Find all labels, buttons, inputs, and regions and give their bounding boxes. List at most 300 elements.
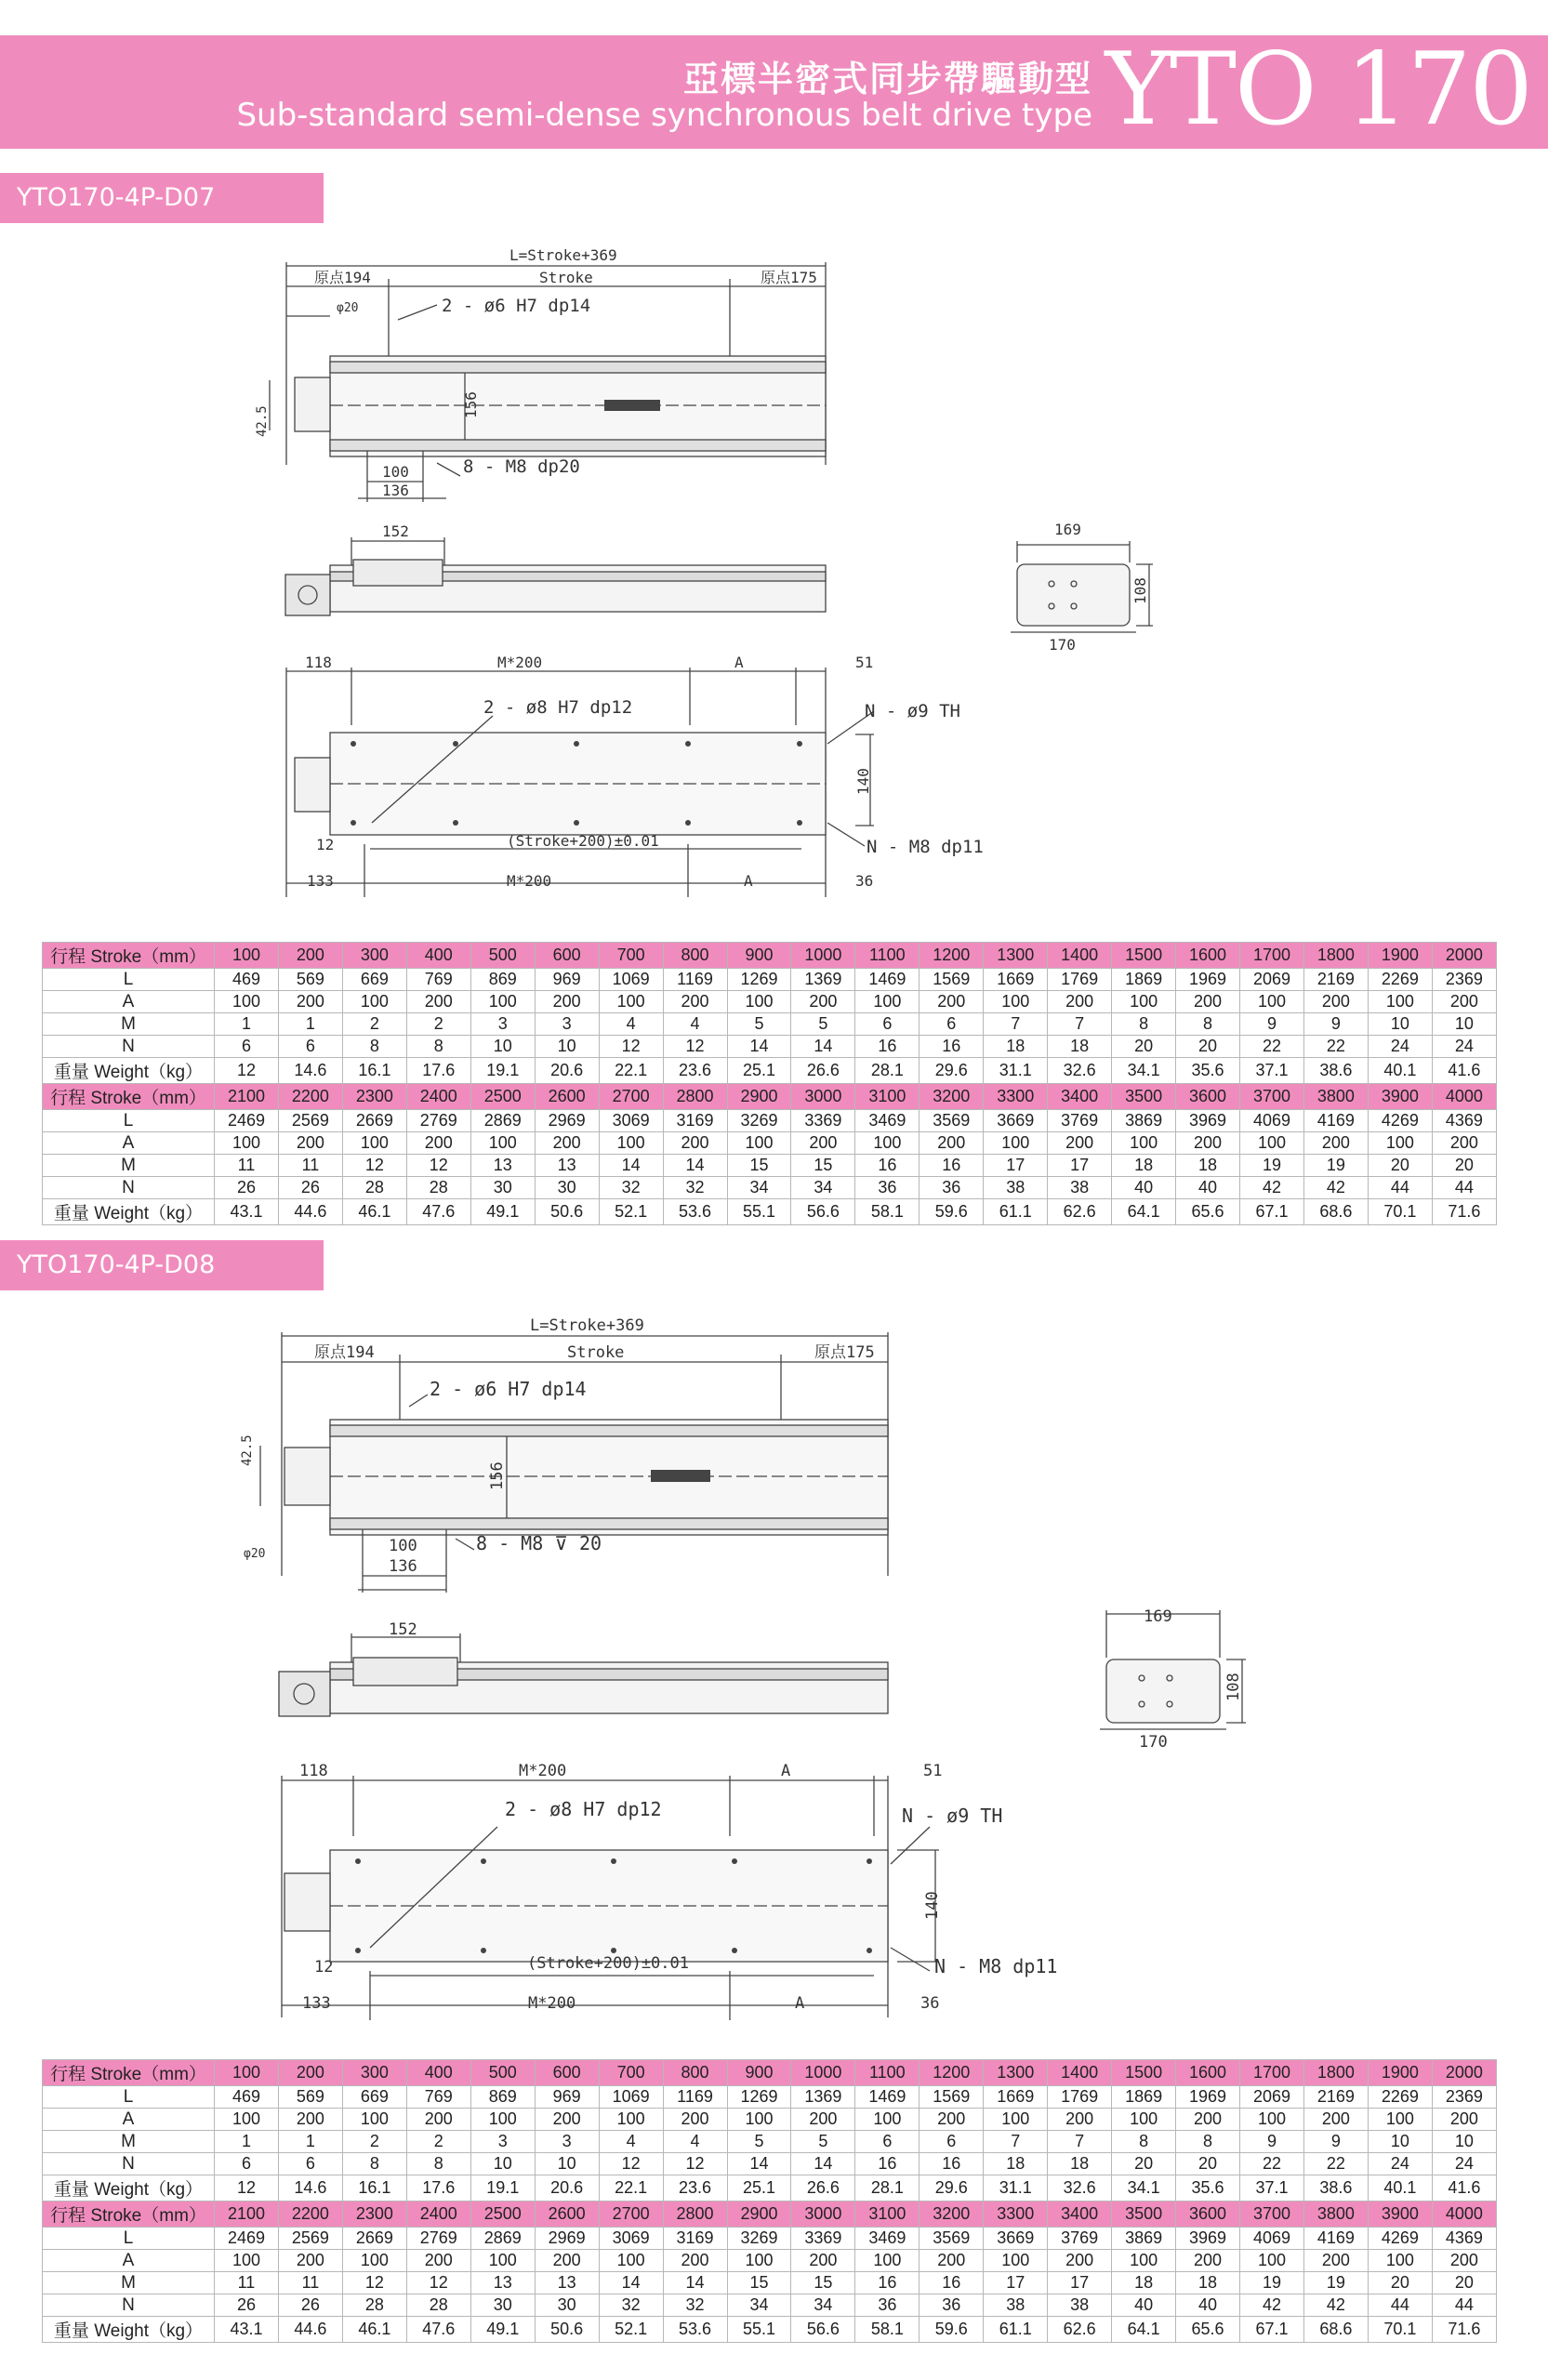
table-cell: 19 bbox=[1240, 2272, 1304, 2294]
table-cell: 100 bbox=[215, 2109, 279, 2131]
table-cell: 1600 bbox=[1176, 2060, 1240, 2086]
table-row bbox=[43, 1058, 1497, 1084]
row-label: N bbox=[43, 1036, 215, 1058]
table-cell: 18 bbox=[1176, 2272, 1240, 2294]
dim-m200-top: M*200 bbox=[519, 1762, 567, 1780]
title-en: Sub-standard semi-dense synchronous belt drive type bbox=[236, 97, 1092, 134]
table-cell: 200 bbox=[406, 1132, 470, 1155]
table-cell: 3869 bbox=[1112, 2228, 1176, 2250]
table-cell: 70.1 bbox=[1368, 2317, 1432, 2343]
table-cell: 56.6 bbox=[791, 1199, 855, 1225]
table-cell: 3500 bbox=[1112, 1084, 1176, 1110]
table-cell: 900 bbox=[727, 2060, 791, 2086]
table-cell: 46.1 bbox=[342, 2317, 406, 2343]
row-label: M bbox=[43, 1013, 215, 1036]
table-cell: 4369 bbox=[1432, 2228, 1496, 2250]
table-cell: 2100 bbox=[215, 1084, 279, 1110]
table-cell: 1669 bbox=[984, 2086, 1048, 2109]
table-cell: 20.6 bbox=[535, 1058, 599, 1084]
table-cell: 20 bbox=[1176, 1036, 1240, 1058]
table-cell: 2700 bbox=[599, 1084, 663, 1110]
table-cell: 10 bbox=[1368, 1013, 1432, 1036]
table-cell: 200 bbox=[278, 1132, 342, 1155]
table-cell: 2269 bbox=[1368, 969, 1432, 991]
table-cell: 4069 bbox=[1240, 1110, 1304, 1132]
table-cell: 1969 bbox=[1176, 2086, 1240, 2109]
table-cell: 13 bbox=[470, 2272, 535, 2294]
table-cell: 38 bbox=[1048, 2294, 1112, 2317]
table-cell: 42 bbox=[1303, 1177, 1368, 1199]
table-cell: 16 bbox=[855, 2153, 920, 2175]
table-cell: 2 bbox=[406, 1013, 470, 1036]
table-cell: 200 bbox=[791, 2109, 855, 2131]
table-cell: 4 bbox=[663, 2131, 727, 2153]
table-cell: 14 bbox=[791, 1036, 855, 1058]
table-cell: 47.6 bbox=[406, 1199, 470, 1225]
table-cell: 67.1 bbox=[1240, 2317, 1304, 2343]
table-cell: 71.6 bbox=[1432, 2317, 1496, 2343]
row-label: L bbox=[43, 2086, 215, 2109]
table-cell: 59.6 bbox=[920, 2317, 984, 2343]
table-cell: 1 bbox=[278, 2131, 342, 2153]
table-cell: 2 bbox=[342, 2131, 406, 2153]
note-through-holes: N - ø9 TH bbox=[865, 701, 960, 721]
table-cell: 200 bbox=[663, 2109, 727, 2131]
dim-width-170: 170 bbox=[1049, 636, 1076, 654]
table-row bbox=[43, 2131, 1497, 2153]
table-cell: 12 bbox=[599, 2153, 663, 2175]
table-cell: 600 bbox=[535, 943, 599, 969]
table-cell: 100 bbox=[215, 943, 279, 969]
table-cell: 18 bbox=[1112, 1155, 1176, 1177]
row-label: A bbox=[43, 2250, 215, 2272]
table-cell: 10 bbox=[1432, 1013, 1496, 1036]
table-cell: 2600 bbox=[535, 2202, 599, 2228]
table-cell: 600 bbox=[535, 2060, 599, 2086]
table-cell: 3600 bbox=[1176, 2202, 1240, 2228]
table-cell: 1369 bbox=[791, 969, 855, 991]
table-cell: 20 bbox=[1368, 1155, 1432, 1177]
table-cell: 15 bbox=[791, 1155, 855, 1177]
table-cell: 34.1 bbox=[1112, 1058, 1176, 1084]
table-cell: 28.1 bbox=[855, 1058, 920, 1084]
table-cell: 2769 bbox=[406, 1110, 470, 1132]
table-cell: 29.6 bbox=[920, 1058, 984, 1084]
dim-a-top: A bbox=[734, 654, 744, 671]
table-cell: 2900 bbox=[727, 2202, 791, 2228]
table-cell: 12 bbox=[342, 1155, 406, 1177]
header-banner bbox=[0, 32, 1548, 149]
table-cell: 65.6 bbox=[1176, 2317, 1240, 2343]
table-cell: 2369 bbox=[1432, 969, 1496, 991]
table-cell: 4000 bbox=[1432, 2202, 1496, 2228]
table-cell: 200 bbox=[1432, 1132, 1496, 1155]
table-cell: 669 bbox=[342, 2086, 406, 2109]
table-cell: 100 bbox=[855, 1132, 920, 1155]
row-label: A bbox=[43, 991, 215, 1013]
row-label: L bbox=[43, 969, 215, 991]
dim-a-bottom: A bbox=[795, 1994, 805, 2013]
table-cell: 1200 bbox=[920, 943, 984, 969]
table-cell: 469 bbox=[215, 2086, 279, 2109]
table-cell: 100 bbox=[470, 2109, 535, 2131]
table-cell: 37.1 bbox=[1240, 2175, 1304, 2202]
table-cell: 100 bbox=[1368, 991, 1432, 1013]
table-cell: 46.1 bbox=[342, 1199, 406, 1225]
row-label: 行程 Stroke（mm） bbox=[43, 2202, 215, 2228]
table-cell: 300 bbox=[342, 2060, 406, 2086]
dim-origin-right: 原点175 bbox=[761, 269, 817, 286]
table-cell: 43.1 bbox=[215, 1199, 279, 1225]
table-cell: 4 bbox=[599, 2131, 663, 2153]
table-cell: 1769 bbox=[1048, 2086, 1112, 2109]
table-cell: 2569 bbox=[278, 1110, 342, 1132]
table-cell: 3 bbox=[535, 2131, 599, 2153]
table-cell: 1400 bbox=[1048, 943, 1112, 969]
table-cell: 100 bbox=[1112, 2250, 1176, 2272]
table-cell: 9 bbox=[1303, 1013, 1368, 1036]
model-title: YTO 170 bbox=[1105, 32, 1531, 148]
table-cell: 18 bbox=[1048, 2153, 1112, 2175]
table-cell: 3269 bbox=[727, 1110, 791, 1132]
table-cell: 15 bbox=[727, 1155, 791, 1177]
table-cell: 13 bbox=[535, 1155, 599, 1177]
table-row bbox=[43, 991, 1497, 1013]
table-cell: 3700 bbox=[1240, 1084, 1304, 1110]
table-cell: 1469 bbox=[855, 2086, 920, 2109]
table-cell: 8 bbox=[1112, 1013, 1176, 1036]
table-cell: 3800 bbox=[1303, 1084, 1368, 1110]
table-cell: 200 bbox=[663, 2250, 727, 2272]
table-cell: 59.6 bbox=[920, 1199, 984, 1225]
table-cell: 19 bbox=[1303, 2272, 1368, 2294]
row-label: 重量 Weight（kg） bbox=[43, 1058, 215, 1084]
table-cell: 700 bbox=[599, 2060, 663, 2086]
table-cell: 12 bbox=[599, 1036, 663, 1058]
table-cell: 16 bbox=[920, 1036, 984, 1058]
table-cell: 19 bbox=[1240, 1155, 1304, 1177]
table-cell: 17 bbox=[984, 2272, 1048, 2294]
table-row bbox=[43, 2250, 1497, 2272]
dim-100: 100 bbox=[382, 463, 409, 481]
table-cell: 200 bbox=[791, 991, 855, 1013]
table-cell: 3900 bbox=[1368, 1084, 1432, 1110]
table-cell: 2500 bbox=[470, 1084, 535, 1110]
table-cell: 3400 bbox=[1048, 2202, 1112, 2228]
table-cell: 4 bbox=[599, 1013, 663, 1036]
section-label-d07: YTO170-4P-D07 bbox=[0, 173, 324, 223]
table-cell: 6 bbox=[855, 2131, 920, 2153]
table-cell: 1169 bbox=[663, 969, 727, 991]
table-cell: 9 bbox=[1240, 2131, 1304, 2153]
table-cell: 3969 bbox=[1176, 2228, 1240, 2250]
table-cell: 100 bbox=[984, 2109, 1048, 2131]
table-cell: 44 bbox=[1432, 2294, 1496, 2317]
spec-table-d07 bbox=[42, 942, 1497, 1225]
table-cell: 31.1 bbox=[984, 1058, 1048, 1084]
table-cell: 200 bbox=[1176, 2109, 1240, 2131]
row-label: M bbox=[43, 2131, 215, 2153]
table-cell: 100 bbox=[1368, 2250, 1432, 2272]
table-cell: 2200 bbox=[278, 1084, 342, 1110]
table-cell: 10 bbox=[470, 2153, 535, 2175]
table-cell: 38 bbox=[984, 1177, 1048, 1199]
table-cell: 300 bbox=[342, 943, 406, 969]
technical-drawing-d08 bbox=[0, 1306, 1548, 2031]
table-cell: 1269 bbox=[727, 969, 791, 991]
table-row bbox=[43, 2272, 1497, 2294]
table-cell: 25.1 bbox=[727, 1058, 791, 1084]
table-cell: 22.1 bbox=[599, 2175, 663, 2202]
row-label: 重量 Weight（kg） bbox=[43, 2317, 215, 2343]
row-label: M bbox=[43, 2272, 215, 2294]
dim-51: 51 bbox=[923, 1762, 943, 1780]
table-cell: 3400 bbox=[1048, 1084, 1112, 1110]
table-cell: 769 bbox=[406, 969, 470, 991]
table-cell: 100 bbox=[342, 2109, 406, 2131]
row-label: 行程 Stroke（mm） bbox=[43, 1084, 215, 1110]
table-cell: 1069 bbox=[599, 969, 663, 991]
table-cell: 200 bbox=[1303, 991, 1368, 1013]
note-tapped-holes: N - M8 dp11 bbox=[934, 1955, 1058, 1977]
table-cell: 3100 bbox=[855, 1084, 920, 1110]
dim-36: 36 bbox=[920, 1994, 940, 2013]
table-cell: 2700 bbox=[599, 2202, 663, 2228]
table-cell: 14 bbox=[791, 2153, 855, 2175]
table-cell: 200 bbox=[1303, 2109, 1368, 2131]
table-cell: 200 bbox=[920, 991, 984, 1013]
table-cell: 100 bbox=[727, 1132, 791, 1155]
table-cell: 34 bbox=[791, 1177, 855, 1199]
table-cell: 1869 bbox=[1112, 2086, 1176, 2109]
table-cell: 1569 bbox=[920, 2086, 984, 2109]
table-cell: 200 bbox=[406, 2250, 470, 2272]
row-label: N bbox=[43, 2294, 215, 2317]
table-cell: 36 bbox=[920, 2294, 984, 2317]
table-header-row bbox=[43, 1084, 1497, 1110]
table-cell: 42 bbox=[1303, 2294, 1368, 2317]
dim-118: 118 bbox=[305, 654, 332, 671]
table-cell: 3000 bbox=[791, 2202, 855, 2228]
table-cell: 569 bbox=[278, 2086, 342, 2109]
table-cell: 8 bbox=[342, 2153, 406, 2175]
table-cell: 14 bbox=[599, 2272, 663, 2294]
table-cell: 200 bbox=[535, 1132, 599, 1155]
drawing-d07 bbox=[0, 242, 1548, 911]
table-cell: 2400 bbox=[406, 1084, 470, 1110]
table-cell: 100 bbox=[599, 2250, 663, 2272]
table-cell: 100 bbox=[727, 2109, 791, 2131]
table-cell: 6 bbox=[920, 1013, 984, 1036]
table-cell: 34 bbox=[791, 2294, 855, 2317]
table-cell: 65.6 bbox=[1176, 1199, 1240, 1225]
table-cell: 12 bbox=[663, 2153, 727, 2175]
dim-width-170: 170 bbox=[1139, 1733, 1168, 1752]
dim-stroke-tolerance: (Stroke+200)±0.01 bbox=[507, 832, 659, 850]
table-cell: 26 bbox=[278, 2294, 342, 2317]
table-cell: 14.6 bbox=[278, 1058, 342, 1084]
table-cell: 2000 bbox=[1432, 943, 1496, 969]
table-cell: 100 bbox=[1240, 991, 1304, 1013]
table-cell: 3500 bbox=[1112, 2202, 1176, 2228]
table-cell: 3469 bbox=[855, 1110, 920, 1132]
table-cell: 100 bbox=[1368, 2109, 1432, 2131]
table-cell: 200 bbox=[278, 2060, 342, 2086]
table-cell: 12 bbox=[215, 1058, 279, 1084]
table-cell: 800 bbox=[663, 943, 727, 969]
table-cell: 2669 bbox=[342, 1110, 406, 1132]
table-cell: 50.6 bbox=[535, 1199, 599, 1225]
dim-stroke: Stroke bbox=[567, 1343, 625, 1362]
table-cell: 40 bbox=[1176, 2294, 1240, 2317]
table-cell: 200 bbox=[406, 991, 470, 1013]
table-cell: 200 bbox=[278, 991, 342, 1013]
table-cell: 9 bbox=[1303, 2131, 1368, 2153]
table-cell: 1669 bbox=[984, 969, 1048, 991]
table-cell: 12 bbox=[215, 2175, 279, 2202]
table-cell: 10 bbox=[535, 2153, 599, 2175]
row-label: L bbox=[43, 2228, 215, 2250]
table-cell: 100 bbox=[215, 1132, 279, 1155]
table-cell: 16.1 bbox=[342, 2175, 406, 2202]
table-cell: 1869 bbox=[1112, 969, 1176, 991]
row-label: 行程 Stroke（mm） bbox=[43, 2060, 215, 2086]
table-cell: 32 bbox=[663, 2294, 727, 2317]
table-cell: 3669 bbox=[984, 2228, 1048, 2250]
table-cell: 100 bbox=[984, 991, 1048, 1013]
table-cell: 17 bbox=[984, 1155, 1048, 1177]
table-cell: 2069 bbox=[1240, 969, 1304, 991]
table-cell: 2169 bbox=[1303, 2086, 1368, 2109]
table-cell: 100 bbox=[855, 2109, 920, 2131]
table-cell: 200 bbox=[663, 1132, 727, 1155]
table-cell: 1569 bbox=[920, 969, 984, 991]
table-cell: 6 bbox=[278, 1036, 342, 1058]
table-cell: 3700 bbox=[1240, 2202, 1304, 2228]
row-label: A bbox=[43, 1132, 215, 1155]
table-cell: 2800 bbox=[663, 2202, 727, 2228]
table-cell: 14 bbox=[599, 1155, 663, 1177]
table-cell: 2500 bbox=[470, 2202, 535, 2228]
note-screw-holes: 8 - M8 dp20 bbox=[463, 456, 580, 477]
table-cell: 969 bbox=[535, 969, 599, 991]
table-cell: 2800 bbox=[663, 1084, 727, 1110]
dim-phi20: φ20 bbox=[337, 301, 359, 315]
table-cell: 3 bbox=[535, 1013, 599, 1036]
table-cell: 32 bbox=[599, 1177, 663, 1199]
table-cell: 10 bbox=[1432, 2131, 1496, 2153]
table-cell: 200 bbox=[791, 1132, 855, 1155]
table-cell: 1 bbox=[215, 2131, 279, 2153]
table-cell: 2869 bbox=[470, 1110, 535, 1132]
dim-m200-bottom: M*200 bbox=[528, 1994, 576, 2013]
table-cell: 100 bbox=[470, 1132, 535, 1155]
table-cell: 100 bbox=[727, 2250, 791, 2272]
table-cell: 30 bbox=[470, 1177, 535, 1199]
table-cell: 100 bbox=[342, 991, 406, 1013]
table-cell: 1700 bbox=[1240, 943, 1304, 969]
table-cell: 16 bbox=[855, 1155, 920, 1177]
table-cell: 62.6 bbox=[1048, 1199, 1112, 1225]
table-cell: 2400 bbox=[406, 2202, 470, 2228]
table-cell: 3669 bbox=[984, 1110, 1048, 1132]
table-cell: 869 bbox=[470, 2086, 535, 2109]
row-label: A bbox=[43, 2109, 215, 2131]
table-row bbox=[43, 1036, 1497, 1058]
table-cell: 100 bbox=[215, 991, 279, 1013]
table-cell: 20 bbox=[1176, 2153, 1240, 2175]
table-cell: 200 bbox=[1176, 991, 1240, 1013]
table-cell: 1100 bbox=[855, 943, 920, 969]
table-cell: 52.1 bbox=[599, 1199, 663, 1225]
row-label: N bbox=[43, 2153, 215, 2175]
table-cell: 24 bbox=[1432, 2153, 1496, 2175]
table-cell: 100 bbox=[984, 2250, 1048, 2272]
table-cell: 200 bbox=[278, 2109, 342, 2131]
table-cell: 17.6 bbox=[406, 1058, 470, 1084]
table-cell: 2100 bbox=[215, 2202, 279, 2228]
table-cell: 3969 bbox=[1176, 1110, 1240, 1132]
row-label: M bbox=[43, 1155, 215, 1177]
table-cell: 1400 bbox=[1048, 2060, 1112, 2086]
table-cell: 28 bbox=[342, 2294, 406, 2317]
table-cell: 7 bbox=[1048, 2131, 1112, 2153]
table-cell: 8 bbox=[342, 1036, 406, 1058]
table-cell: 1300 bbox=[984, 943, 1048, 969]
table-cell: 700 bbox=[599, 943, 663, 969]
table-cell: 52.1 bbox=[599, 2317, 663, 2343]
table-cell: 4169 bbox=[1303, 2228, 1368, 2250]
table-cell: 3369 bbox=[791, 1110, 855, 1132]
dim-42-5: 42.5 bbox=[240, 1435, 255, 1466]
table-cell: 4069 bbox=[1240, 2228, 1304, 2250]
table-cell: 1900 bbox=[1368, 943, 1432, 969]
dim-133: 133 bbox=[307, 872, 334, 890]
table-cell: 100 bbox=[470, 2250, 535, 2272]
table-cell: 2200 bbox=[278, 2202, 342, 2228]
table-cell: 200 bbox=[278, 2250, 342, 2272]
table-cell: 3 bbox=[470, 1013, 535, 1036]
table-cell: 200 bbox=[1176, 1132, 1240, 1155]
table-cell: 44 bbox=[1368, 2294, 1432, 2317]
table-cell: 1000 bbox=[791, 2060, 855, 2086]
table-cell: 3169 bbox=[663, 1110, 727, 1132]
table-cell: 4 bbox=[663, 1013, 727, 1036]
table-cell: 10 bbox=[1368, 2131, 1432, 2153]
table-cell: 969 bbox=[535, 2086, 599, 2109]
table-cell: 24 bbox=[1368, 2153, 1432, 2175]
table-cell: 200 bbox=[535, 2250, 599, 2272]
table-cell: 5 bbox=[791, 1013, 855, 1036]
table-cell: 23.6 bbox=[663, 1058, 727, 1084]
table-cell: 13 bbox=[470, 1155, 535, 1177]
table-cell: 41.6 bbox=[1432, 2175, 1496, 2202]
table-cell: 6 bbox=[215, 2153, 279, 2175]
table-row bbox=[43, 1110, 1497, 1132]
table-cell: 100 bbox=[342, 1132, 406, 1155]
table-cell: 669 bbox=[342, 969, 406, 991]
table-cell: 4000 bbox=[1432, 1084, 1496, 1110]
table-cell: 200 bbox=[1432, 2250, 1496, 2272]
table-cell: 400 bbox=[406, 2060, 470, 2086]
table-cell: 16 bbox=[855, 1036, 920, 1058]
table-cell: 400 bbox=[406, 943, 470, 969]
table-cell: 2369 bbox=[1432, 2086, 1496, 2109]
table-cell: 22 bbox=[1303, 1036, 1368, 1058]
table-cell: 15 bbox=[727, 2272, 791, 2294]
table-cell: 100 bbox=[1240, 2250, 1304, 2272]
table-cell: 200 bbox=[1048, 1132, 1112, 1155]
